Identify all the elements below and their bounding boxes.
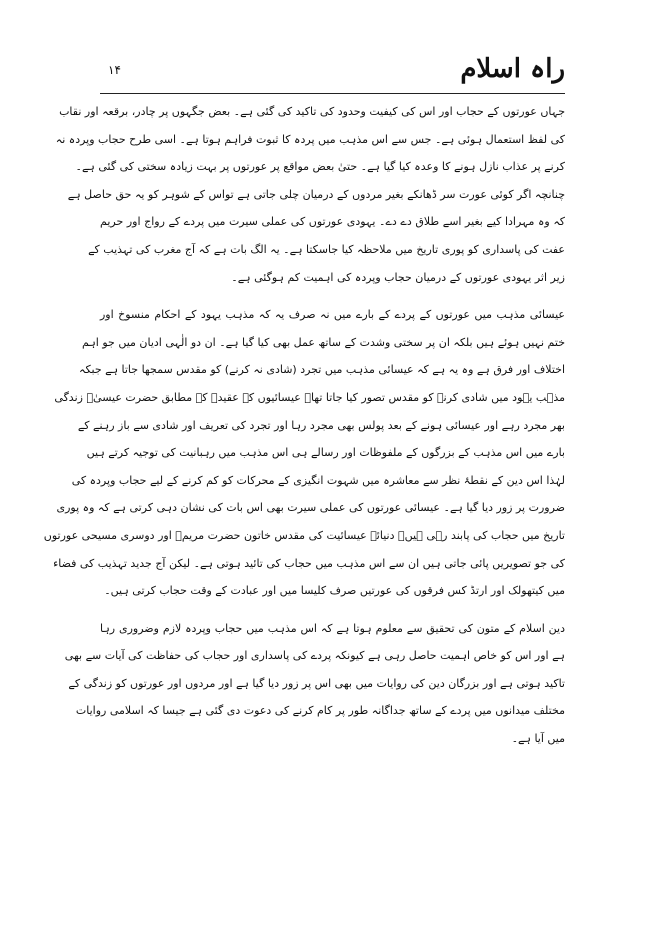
text-line: ہے اور اس کو خاص اہمیت حاصل رہی ہے کیونکہ پردے کی پاسداری اور حجاب کی حفاظت کی آیات سے بھی <box>64 649 565 663</box>
text-line: اختلاف اور فرق ہے وہ یہ ہے کہ عیسائی مذہب میں تجرد (شادی نہ کرنے) کو مقدس سمجھا جاتا ہے جبکہ <box>79 363 565 377</box>
text-line: بھر مجرد رہے اور عیسائی ہونے کے بعد پولس بھی مجرد رہا اور تجرد کی تعریف اور شادی سے باز رہنے کے <box>77 418 565 432</box>
header-rule <box>100 93 565 94</box>
paragraph <box>55 98 565 291</box>
text-line: میں آیا ہے۔ <box>511 732 565 746</box>
text-line: عیسائی مذہب میں عورتوں کے پردے کے بارے میں نہ صرف یہ کہ مذہب یہود کے احکام منسوخ اور <box>100 308 565 322</box>
paragraph <box>64 615 565 753</box>
page-number: ۱۴ <box>108 63 121 77</box>
text-line: مختلف میدانوں میں پردے کے ساتھ جداگانہ طور پر کام کرنے کی دعوت دی گئی ہے جیسا کہ اسلامی روایات <box>75 704 565 718</box>
paragraph <box>43 301 565 605</box>
text-line: تاریخ میں حجاب کی پابند رہی ہیں۔ دنیائے عیسائیت کی مقدس خاتون حضرت مریمؑ اور دوسری مسیحی عورتوں <box>43 528 565 542</box>
text-line: کرنے پر عذاب نازل ہونے کا وعدہ کیا گیا ہے۔ حتیٰ بعض مواقع پر عورتوں پر بہت زیادہ سختی کی گئی ہے۔ <box>75 160 565 174</box>
text-line: چنانچہ اگر کوئی عورت سر ڈھانکے بغیر مردوں کے درمیان چلی جاتی ہے تواس کے شوہر کو یہ حق حاصل ہے <box>67 187 565 201</box>
page-header <box>100 52 565 96</box>
text-line: میں کیتھولک اور ارتڈ کس فرقوں کی عورتیں صرف کلیسا میں اور عبادت کے وقت حجاب کرتی ہیں۔ <box>104 584 565 598</box>
text-line: تاکید ہوتی ہے اور بزرگان دین کی روایات میں بھی اس پر زور دیا گیا ہے اور مردوں اور عورتوں کو زندگی کے <box>68 676 565 690</box>
text-line: دین اسلام کے متون کی تحقیق سے معلوم ہوتا ہے کہ اس مذہب میں حجاب وپردہ لازم وضروری رہا <box>100 621 565 635</box>
text-line: عفت کی پاسداری کو پوری تاریخ میں ملاحظہ کیا جاسکتا ہے۔ یہ الگ بات ہے کہ آج مغرب کی تہذیب کے <box>88 242 565 256</box>
text-line: کی جو تصویریں پائی جاتی ہیں ان سے اس مذہب میں حجاب کی تائید ہوتی ہے۔ لیکن آج جدید تہذیب کی فضاء <box>53 556 565 570</box>
text-line: ضرورت پر زور دیا گیا ہے۔ عیسائی عورتوں کی عملی سیرت بھی اس بات کی نشان دہی کرتی ہے کہ وہ پوری <box>56 501 565 515</box>
text-line: لہٰذا اس دین کے نقطۂ نظر سے معاشرہ میں شہوت انگیزی کے محرکات کو کم کرنے کے لیے حجاب وپردہ کی <box>71 473 565 487</box>
text-line: مذہب یہود میں شادی کرنے کو مقدس تصور کیا جاتا تھا۔ عیسائیوں کے عقیدہ کے مطابق حضرت عیسیٰؑ زندگی <box>54 390 565 404</box>
text-line: زیر اثر یہودی عورتوں کے درمیان حجاب وپردہ کی اہمیت کم ہوگئی ہے۔ <box>231 270 565 284</box>
page-title: راہ اسلام <box>460 54 565 84</box>
text-line: کی لفظ استعمال ہوئی ہے۔ جس سے اس مذہب میں پردہ کا ثبوت فراہم ہوتا ہے۔ اسی طرح حجاب وپردہ نہ <box>55 132 565 146</box>
text-line: ختم نہیں ہوئے ہیں بلکہ ان پر سختی وشدت کے ساتھ عمل بھی کیا گیا ہے۔ ان دو الٰہی ادیان میں جو اہم <box>82 335 565 349</box>
page-body <box>43 98 565 763</box>
text-line: بارے میں اس مذہب کے بزرگوں کے ملفوظات اور رسالے ہی اس مذہب میں رہبانیت کی توجیہ کرتے ہیں <box>86 446 565 460</box>
text-line: جہاں عورتوں کے حجاب اور اس کی کیفیت وحدود کی تاکید کی گئی ہے۔ بعض جگہوں پر چادر، برقعہ اور نقاب <box>59 105 565 118</box>
text-line: کہ وہ مہرادا کیے بغیر اسے طلاق دے دے۔ یہودی عورتوں کی عملی سیرت میں پردے کے رواج اور حریم <box>100 215 565 229</box>
